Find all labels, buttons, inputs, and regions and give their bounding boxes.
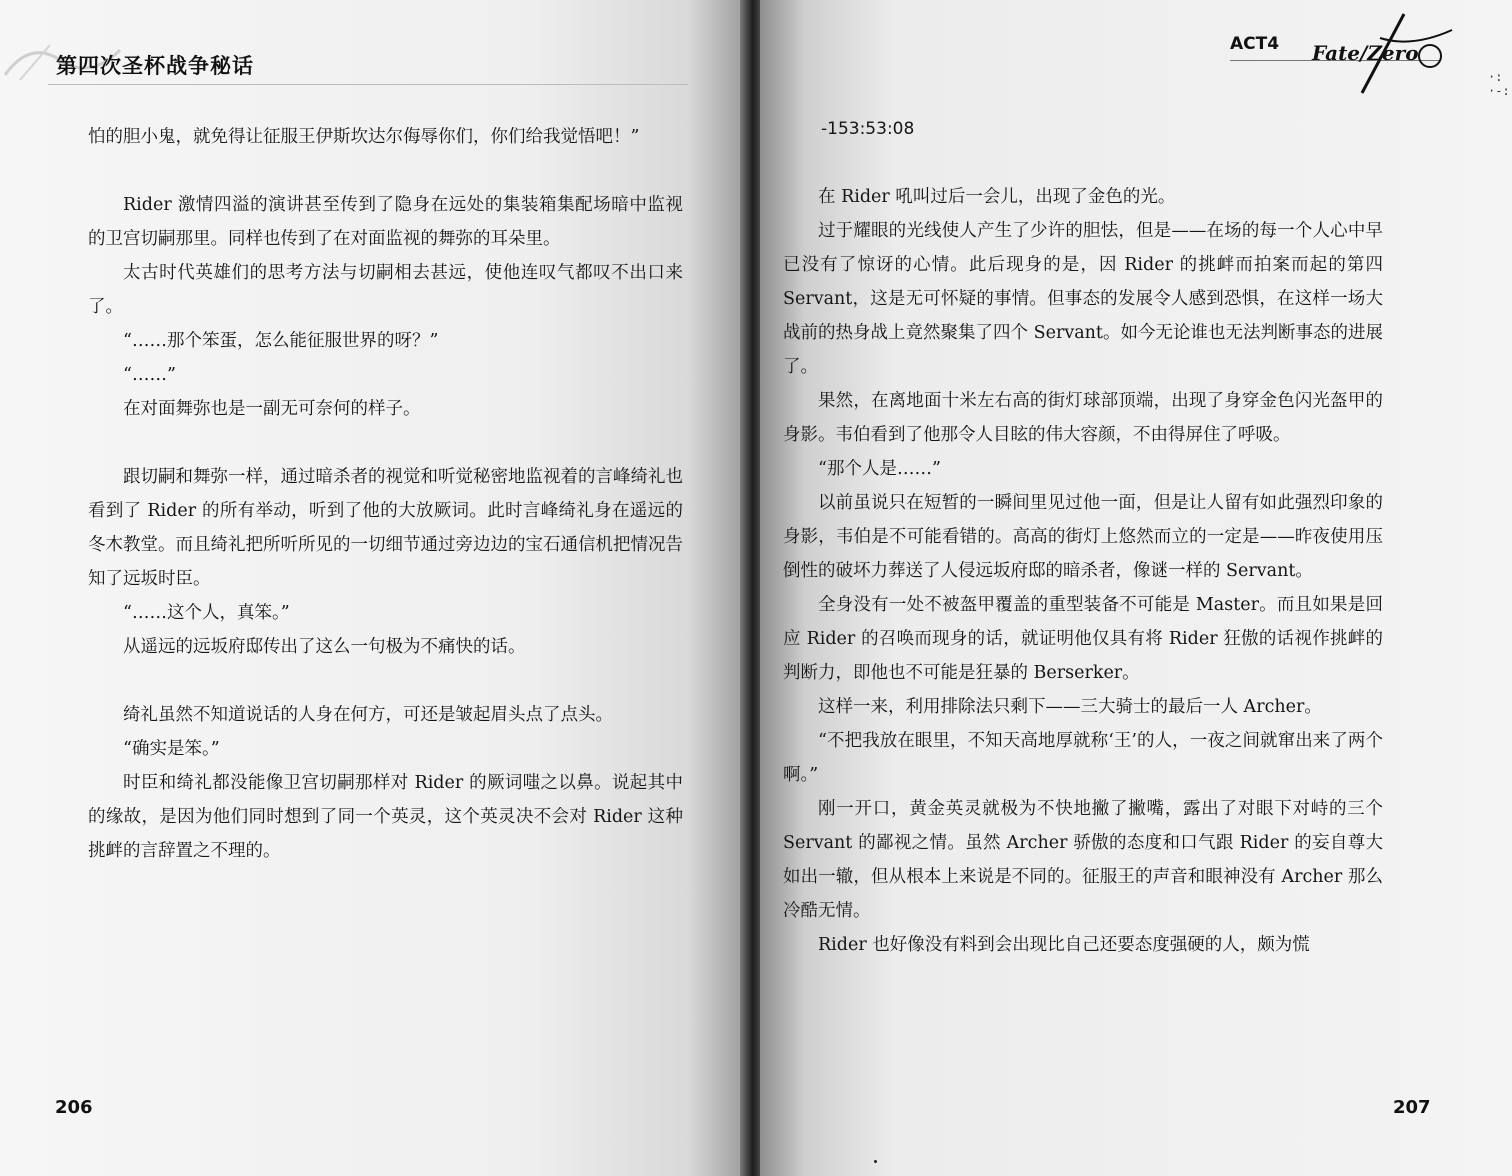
paragraph: 果然，在离地面十米左右高的街灯球部顶端，出现了身穿金色闪光盔甲的身影。韦伯看到了他那令人目眩的伟大容颜，不由得屏住了呼吸。 (783, 391, 1383, 445)
paragraph: 怕的胆小鬼，就免得让征服王伊斯坎达尔侮辱你们，你们给我觉悟吧！” (88, 127, 640, 147)
paragraph: 在 Rider 吼叫过后一会儿，出现了金色的光。 (818, 187, 1176, 207)
paragraph: 这样一来，利用排除法只剩下——三大骑士的最后一人 Archer。 (818, 697, 1322, 717)
paragraph: “……” (123, 365, 176, 385)
header-rule (48, 84, 688, 85)
paragraph: Rider 也好像没有料到会出现比自己还要态度强硬的人，颇为慌 (818, 935, 1310, 955)
paragraph: 在对面舞弥也是一副无可奈何的样子。 (123, 399, 421, 419)
left-page (0, 0, 748, 1176)
paragraph: 太古时代英雄们的思考方法与切嗣相去甚远，使他连叹气都叹不出口来了。 (88, 263, 683, 317)
paragraph: 全身没有一处不被盔甲覆盖的重型装备不可能是 Master。而且如果是回应 Rider 的召唤而现身的话，就证明他仅具有将 Rider 狂傲的话视作挑衅的判断力，即他也不可能是狂暴的 Berserker。 (783, 595, 1383, 683)
paragraph: 刚一开口，黄金英灵就极为不快地撇了撇嘴，露出了对眼下对峙的三个 Servant 的鄙视之情。虽然 Archer 骄傲的态度和口气跟 Rider 的妄自尊大如出一辙，但从根本上来说是不同的。征服王的声音和眼神没有 Archer 那么冷酷无情。 (783, 799, 1383, 921)
paragraph: “……这个人，真笨。” (123, 603, 290, 623)
paragraph: “不把我放在眼里，不知天高地厚就称‘王’的人，一夜之间就窜出来了两个啊。” (783, 731, 1383, 785)
right-page-body (783, 112, 1383, 962)
paragraph: “确实是笨。” (123, 739, 220, 759)
page-number-left: 206 (55, 1097, 93, 1118)
act-label: ACT4 (1230, 34, 1280, 54)
print-speck (874, 1160, 877, 1163)
running-title: 第四次圣杯战争秘话 (56, 54, 254, 78)
edge-marks: ·: ·-: (1488, 70, 1510, 98)
logo-text: Fate/Zero (1312, 41, 1419, 65)
paragraph: 从遥远的远坂府邸传出了这么一句极为不痛快的话。 (123, 637, 526, 657)
paragraph: “……那个笨蛋，怎么能征服世界的呀？” (123, 331, 439, 351)
paragraph: 绮礼虽然不知道说话的人身在何方，可还是皱起眉头点了点头。 (123, 705, 613, 725)
paragraph: 过于耀眼的光线使人产生了少许的胆怯，但是——在场的每一个人心中早已没有了惊讶的心情。此后现身的是，因 Rider 的挑衅而拍案而起的第四 Servant，这是无可怀疑的事情。但事态的发展令人感到恐惧，在这样一场大战前的热身战上竟然聚集了四个 Servant。如今无论谁也无法判断事态的进展了。 (783, 221, 1383, 377)
fate-zero-logo-icon (1292, 8, 1462, 98)
page-number-right: 207 (1393, 1097, 1431, 1118)
timestamp: -153:53:08 (821, 119, 915, 139)
paragraph: 时臣和绮礼都没能像卫宫切嗣那样对 Rider 的厥词嗤之以鼻。说起其中的缘故，是因为他们同时想到了同一个英灵，这个英灵决不会对 Rider 这种挑衅的言辞置之不理的。 (88, 773, 683, 861)
paragraph: 以前虽说只在短暂的一瞬间里见过他一面，但是让人留有如此强烈印象的身影，韦伯是不可能看错的。高高的街灯上悠然而立的一定是——昨夜使用压倒性的破坏力葬送了人侵远坂府邸的暗杀者，像谜一样的 Servant。 (783, 493, 1383, 581)
paragraph: 跟切嗣和舞弥一样，通过暗杀者的视觉和听觉秘密地监视着的言峰绮礼也看到了 Rider 的所有举动，听到了他的大放厥词。此时言峰绮礼身在遥远的冬木教堂。而且绮礼把所听所见的一切细节通过旁边边的宝石通信机把情况告知了远坂时臣。 (88, 467, 683, 589)
paragraph: Rider 激情四溢的演讲甚至传到了隐身在远处的集装箱集配场暗中监视的卫宫切嗣那里。同样也传到了在对面监视的舞弥的耳朵里。 (88, 195, 683, 249)
left-page-body (88, 120, 683, 868)
paragraph: “那个人是……” (818, 459, 941, 479)
